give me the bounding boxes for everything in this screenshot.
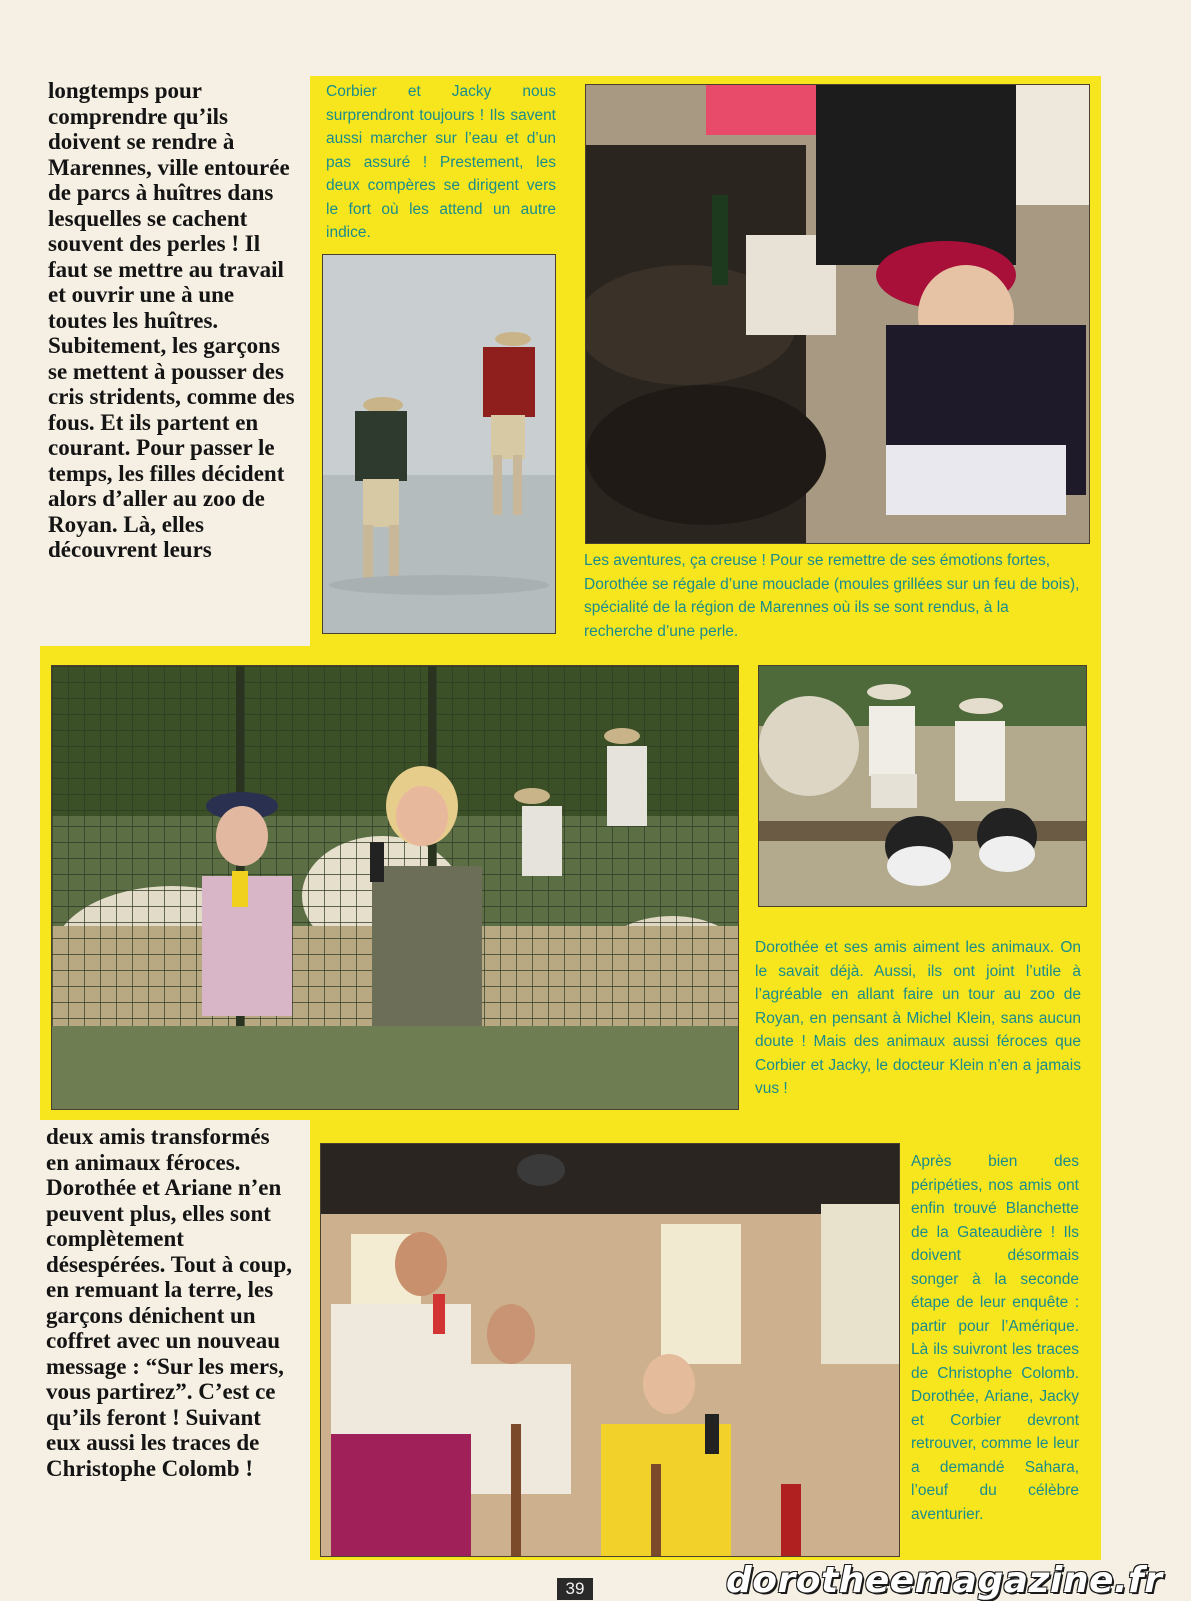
caption-mouclade: Les aventures, ça creuse ! Pour se remettre de ses émotions fortes, Dorothée se régale d’une mouclade (moules grillées sur un feu de bois), spécialité de la région de Marennes où ils se sont rendus, à la recherche d’une perle.: [584, 552, 1080, 640]
photo-mouclade: [585, 84, 1090, 544]
photo-zoo-animals: [758, 665, 1087, 907]
caption-zoo: Dorothée et ses amis aiment les animaux. On le savait déjà. Aussi, ils ont joint l’utile à l’agréable en allant faire un tour au zoo de Royan, en pensant à Michel Klein, sans aucun doute ! Mais des animaux aussi féroces que Corbier et Jacky, le docteur Klein n’en a jamais vus !: [755, 939, 1081, 1097]
watermark: dorotheemagazine.fr: [726, 1560, 1163, 1601]
article-text-top: longtemps pour comprendre qu’ils doivent se rendre à Marennes, ville entourée de parcs à huîtres dans lesquelles se cachent souvent des perles ! Il faut se mettre au travail et ouvrir une à une toutes les huîtres. Subitement, les garçons se mettent à pousser des cris stridents, comme des fous. Et ils partent en courant. Pour passer le temps, les filles décident alors d’aller au zoo de Royan. Là, elles découvrent leurs: [48, 78, 295, 562]
caption-walking-on-water: Corbier et Jacky nous surprendront toujours ! Ils savent aussi marcher sur l’eau et d’un pas assuré ! Prestement, les deux compères se dirigent vers le fort où les attend un autre indice.: [326, 83, 556, 241]
article-text-bottom: deux amis transformés en animaux féroces. Dorothée et Ariane n’en peuvent plus, elles sont complètement désespérées. Tout à coup, en remuant la terre, les garçons dénichent un coffret avec un nouveau message : “Sur les mers, vous partirez”. C’est ce qu’ils feront ! Suivant eux aussi les traces de Christophe Colomb !: [46, 1124, 292, 1481]
photo-zoo-presenters: [51, 665, 739, 1110]
photo-boat-bridge: [320, 1143, 900, 1557]
page-number: 39: [557, 1578, 593, 1600]
photo-walking-in-water: [322, 254, 556, 634]
caption-boat: Après bien des péripéties, nos amis ont enfin trouvé Blanchette de la Gateaudière ! Ils doivent désormais songer à la seconde étape de leur enquête : partir pour l’Amérique. Là ils suivront les traces de Christophe Colomb. Dorothée, Ariane, Jacky et Corbier devront retrouver, comme le leur a demandé Sahara, l’oeuf du célèbre aventurier.: [911, 1153, 1079, 1523]
